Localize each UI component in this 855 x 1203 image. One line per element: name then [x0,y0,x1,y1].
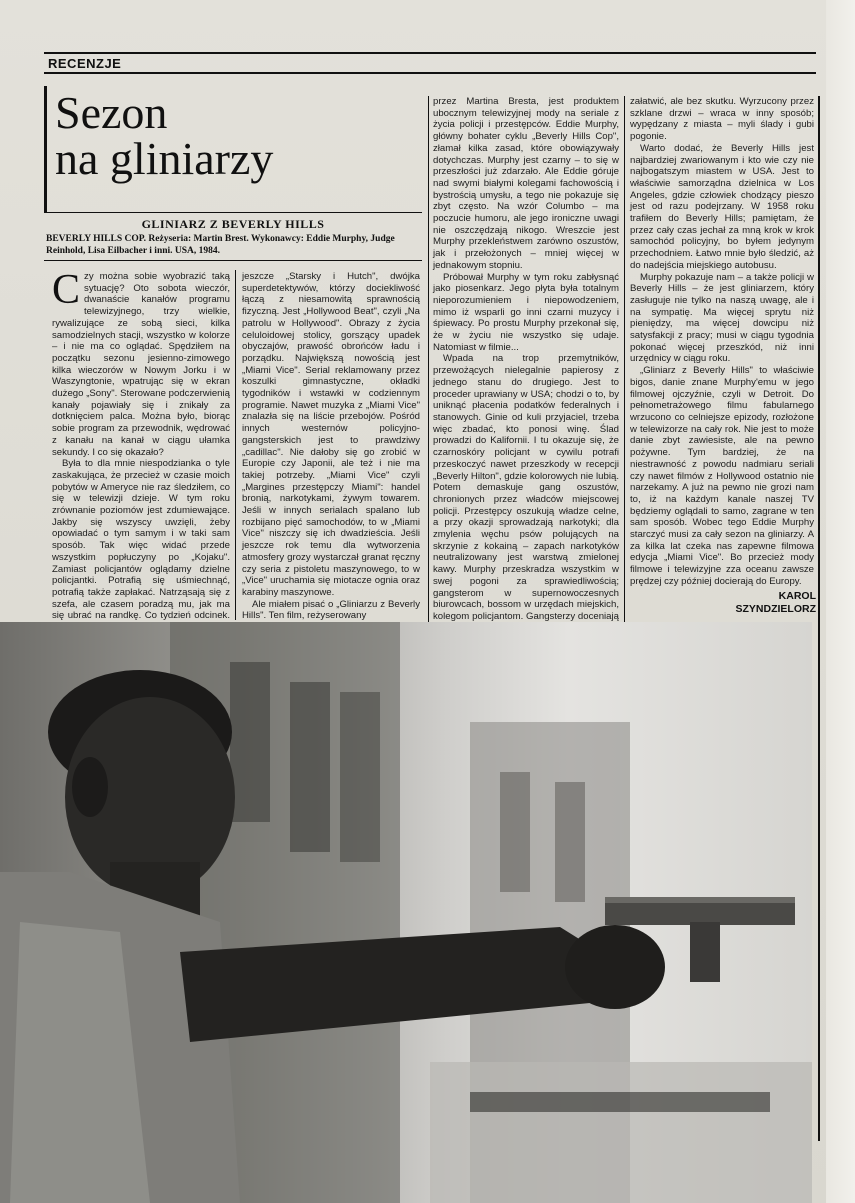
drop-cap: C [52,267,81,313]
title-line-1: Sezon [55,87,168,138]
film-rule-bottom [44,260,422,261]
section-label: RECENZJE [48,56,122,71]
author-first-name: KAROL [778,590,816,602]
film-title: GLINIARZ Z BEVERLY HILLS [141,217,325,231]
paragraph: Ale miałem pisać o „Gliniarzu z Beverly Hills". Ten film, reżyserowany [242,598,420,622]
paragraph: Była to dla mnie niespodzianka o tyle zaskakująca, że przecież w czasie moich pobytów w Ameryce nie raz śledziłem, co się w telewizji dzieje. W tym roku zrównanie poziomów jest zdumiewające. Jakby się wszyscy uwzięli, żeby opowiadać o tym samym i w taki sam sposób. Tak więc widać przede wszystkim popłuczyny po „Kojaku". Zamiast policjantów oglądamy dzielne policjantki. Potrafią się uśmiechnąć, potrafią także zapłakać. Natrząsają się z szefa, ale czasem poradzą mu, jak ma się ubrać na randkę. Co tydzień odcinek. [52,458,230,622]
article-column-4 [630,96,814,588]
paragraph: Próbował Murphy w tym roku zabłysnąć jako piosenkarz. Jego płyta była totalnym nieporozumieniem i niepowodzeniem, mimo iż wsparli go inni czarni muzycy i śpiewacy. Po prostu Murphy przekonał się, że w życiu nie wszystko się udaje. Natomiast w filmie... [433,271,619,353]
article-title [55,87,274,184]
column-rule [235,270,236,620]
page-border-line [818,96,820,1141]
article-column-2 [242,271,420,623]
article-column-1 [52,267,230,623]
author-last-name: SZYNDZIELORZ [735,603,816,615]
film-rule-top [44,212,422,213]
paragraph: przez Martina Bresta, jest produktem ubocznym telewizyjnej mody na seriale z życia policji i przestępców. Eddie Murphy, główny bohater cyklu „Beverly Hills Cop", złamał kilka zasad, które obowiązywały dotychczas. Murphy jest czarny – to się w przeszłości już zdarzało. Ale Eddie góruje nad swymi białymi kolegami fachowością i bystrością umysłu, a tego nie pokazuje się zbyt często. Na wzór Columbo – ma poczucie humoru, ale jego ironiczne uwagi nie oszczędzają nikogo. Wreszcie jest Murphy przekleństwem zarówno oszustów, jak i przełożonych – mniej więcej w jednakowym stopniu. [433,96,619,271]
title-line-2: na gliniarzy [55,133,274,184]
film-credits: BEVERLY HILLS COP. Reżyseria: Martin Brest. Wykonawcy: Eddie Murphy, Judge Reinhold, Lisa Eilbacher i inni. USA, 1984. [46,234,395,256]
paragraph: jeszcze „Starsky i Hutch", dwójka superdetektywów, którzy dociekliwość łączą z niesamowitą sprawnością fizyczną. Jest „Hollywood Beat", czyli „Na patrolu w Hollywood". Obrazy z życia celuloidowej stolicy, gorszący upadek obyczajów, prawość obrońców ładu i porządku. Największą nowością jest „Miami Vice". Serial reklamowany przez koszulki gimnastyczne, okładki tygodników i wstawki w codziennym programie. Nawet muzyka z „Miami Vice" znalazła się na liście przebojów. Pośród innych westernów policyjno-gangsterskich jest to prawdziwy „cadillac". Nie dałoby się go zrobić w Europie czy Japonii, ale też i nie ma takiej potrzeby. „Miami Vice" czyli „Margines przestępczy Miami": handel bronią, narkotykami, żywym towarem. Jeśli w innych serialach spalano lub rozbijano pięć samochodów, to w „Miami Vice" niszczy się ich dwadzieścia. Jeśli jeszcze rok temu dla wytworzenia atmosfery grozy wystarczał granat ręczny czy seria z pistoletu maszynowego, to w „Vice" uruchamia się miotacze ognia oraz karabiny maszynowe. [242,271,420,598]
section-header [44,52,816,74]
column-rule [624,96,625,622]
paragraph: „Gliniarz z Beverly Hills" to właściwie bigos, danie znane Murphy'emu w jego filmowej ojczyźnie, czyli w Detroit. Do pełnometrażowego filmu fabularnego wrzucono co celniejsze epizody, rozłożone w telewizorze na cały rok. Nie jest to może danie zbyt zawiesiste, ale na pewno pożywne. Tym bardziej, że na niestrawność z powodu nadmiaru seriali czy nawet filmów z Hollywood ostatnio nie narzekamy. A już na pewno nie grozi nam to, iż na każdym kanale naszej TV będziemy oglądali to samo, zagrane w ten sam sposób. Wobec tego Eddie Murphy starczyć musi za cały sezon na gliniarzy. A za kilka lat czeka nas zapewne filmowa edycja „Miami Vice". Bo przecież mody filmowe i telewizyjne zza oceanu zawsze prędzej czy później docierają do Europy. [630,365,814,587]
article-column-3 [433,96,619,623]
headline-block [44,86,422,212]
paragraph: zy można sobie wyobrazić taką sytuację? Oto sobota wieczór, dwanaście kanałów programu telewizyjnego, trzy wielkie, rywalizujące ze sobą sieci, kilka samodzielnych stacji, wszystko w kolorze – i nie ma co oglądać. Spędziłem na początku sezonu jesienno-zimowego kilka wieczorów w Nowym Jorku i w Waszyngtonie, wpatrując się w ekran dużego „Sony". Sterowane podczerwienią kanały pojawiały się i znikały za dotknięciem palca. Można było, biorąc sobie program za przewodnik, wędrować z kanału na kanał w ciągu ułamka sekundy. I co się okazało? [52,271,230,458]
paragraph: Murphy pokazuje nam – a także policji w Beverly Hills – że jest gliniarzem, który zasługuje nie tylko na naszą uwagę, ale i na sympatię. Ma więcej sprytu niż pieniędzy, ma więcej dowcipu niż satysfakcji z pracy; musi w ciągu tygodnia pokonać więcej przeszkód, niż inni urzędnicy w ciągu roku. [630,271,814,365]
column-rule [428,96,429,622]
film-still-photo [0,622,812,1203]
paragraph: Wpada na trop przemytników, przewożących nielegalnie papierosy z jednego stanu do drugiego. Jest to proceder uprawiany w USA; chodzi o to, by uniknąć płacenia podatków federalnych i stanowych. Ginie od kuli przyjaciel, trzeba więc zbadać, kto ponosi winę. Ślad prowadzi do Kalifornii. I tu okazuje się, że czarnoskóry policjant w cywilu potrafi przeskoczyć nawet przeszkody w recepcji „Beverly Hilton", gdzie kolorowych nie lubią. Potem demaskuje gang oszustów, chronionych przez władców miejscowej policji. Przestępcy oszukują władze celne, a przy okazji sprowadzają narkotyki; dla zmylenia węchu psów polujących na skrzynie z kokainą – zapach narkotyków neutralizowany jest warstwą zmielonej kawy. Murphy przeskradza wszystkim w swej pogoni za sprawiedliwością; gangsterom w supernowoczesnych biurowcach, bossom w urzędach miejskich, kolegom policjantom. Gangsterzy doceniają [433,353,619,622]
paragraph: załatwić, ale bez skutku. Wyrzucony przez szklane drzwi – wraca w inny sposób; wypędzany z miasta – myli ślady i gubi pogonie. [630,96,814,143]
author-byline [700,590,816,616]
paragraph: Warto dodać, że Beverly Hills jest najbardziej zwariowanym i kto wie czy nie najbogatszym miastem w USA. Jest to właściwie samorządna dzielnica w Los Angeles, gdzie człowiek chodzący pieszo jest od razu podejrzany. W 1958 roku trafiłem do Beverly Hills; pamiętam, że przez cały czas jechał za mną krok w krok samochód policyjny, bo byłem jedynym przechodniem. Łatwo mnie było śledzić, aż do nadejścia miejskiego autobusu. [630,142,814,271]
photo-illustration [0,622,812,1203]
page-edge [826,0,855,1203]
